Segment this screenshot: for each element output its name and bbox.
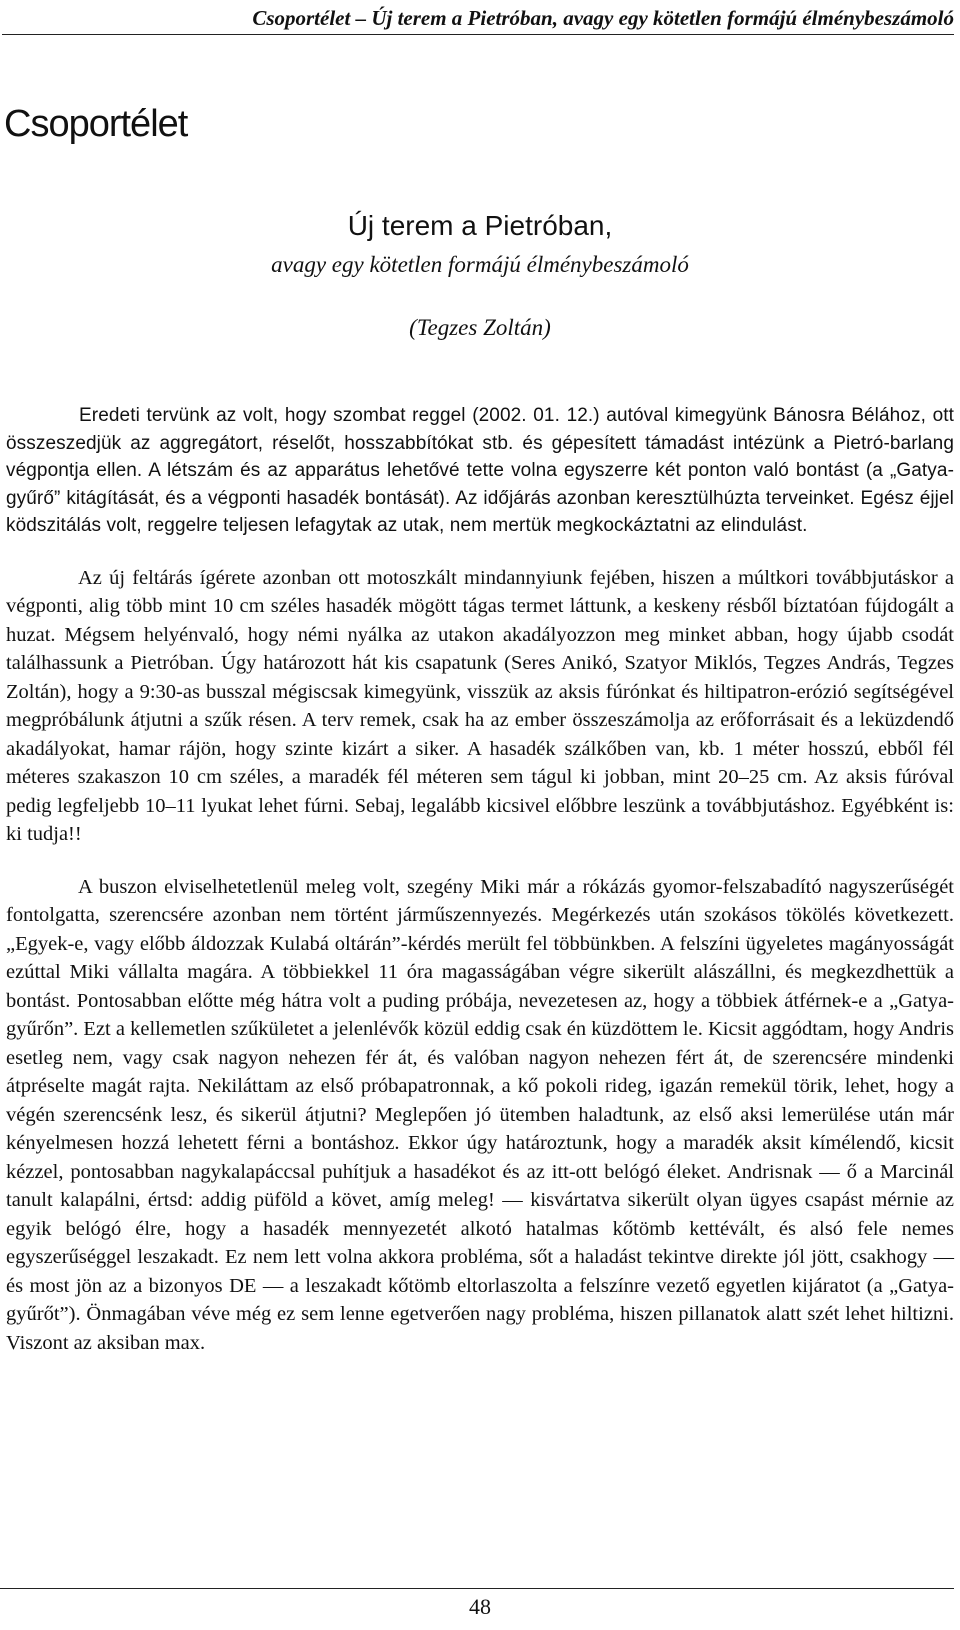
paragraph-2: Az új feltárás ígérete azonban ott motoszkált mindannyiunk fejében, hiszen a múltkori továbbjutáskor a végponti, alig több mint 10 cm széles hasadék mögött tágas termet láttunk, a keskeny résből bíztatóan fújdogált a huzat. Mégsem helyénvaló, hogy némi nyálka az utakon akadályozzon meg minket abban, hogy újabb csodát találhassunk a Pietróban. Úgy határozott hát kis csapatunk (Seres Anikó, Szatyor Miklós, Tegzes András, Tegzes Zoltán), hogy a 9:30-as busszal mégiscsak kimegyünk, visszük az aksis fúrónkat és hiltipatron-erózió segítségével megpróbálunk átjutni a szűk résen. A terv remek, csak ha az ember összeszámolja az erőforrásait és a leküzdendő akadályokat, hamar rájön, hogy szinte kizárt a siker. A hasadék szálkőben van, kb. 1 méter hosszú, ebből fél méteres szakaszon 10 cm széles, a maradék fél méteren sem tágul ki jobban, mint 20–25 cm. Az aksis fúróval pedig legfeljebb 10–11 lyukat lehet fúrni. Sebaj, legalább kicsivel előbbre leszünk a továbbjutáshoz. Egyébként is: ki tudja!! xyxy=(6,566,954,845)
header-divider xyxy=(2,34,954,35)
article-subtitle: avagy egy kötetlen formájú élménybeszámoló xyxy=(271,252,689,277)
footer-divider xyxy=(0,1588,954,1589)
section-title: Csoportélet xyxy=(4,103,188,145)
article-body xyxy=(6,402,954,1357)
article-author: (Tegzes Zoltán) xyxy=(409,315,551,340)
article-title: Új terem a Pietróban, xyxy=(347,210,613,241)
page-number: 48 xyxy=(469,1594,491,1619)
paragraph-1: Eredeti tervünk az volt, hogy szombat reggel (2002. 01. 12.) autóval kimegyünk Bánosra Bélához, ott összeszedjük az aggregátort, réselőt, hosszabbítókat stb. és gépesített támadást intézünk a Pietró-barlang végpontja ellen. A létszám és az apparátus lehetővé tette volna egyszerre két ponton való bontást (a „Gatya-gyűrő” kitágítását, és a végponti hasadék bontását). Az időjárás azonban keresztülhúzta terveinket. Egész éjjel ködszitálás volt, reggelre teljesen lefagytak az utak, nem mertük megkockáztatni az elindulást. xyxy=(6,405,954,536)
running-header: Csoportélet – Új terem a Pietróban, avagy egy kötetlen formájú élménybeszámoló xyxy=(252,6,954,30)
paragraph-3: A buszon elviselhetetlenül meleg volt, szegény Miki már a rókázás gyomor-felszabadító nagyszerűségét fontolgatta, szerencsére azonban nem történt járműszennyezés. Megérkezés után szokásos tökölés következett. „Egyek-e, vagy előbb áldozzak Kulabá oltárán”-kérdés merült fel többünkben. A felszíni ügyeletes magányosságát ezúttal Miki vállalta magára. A többiekkel 11 óra magasságában végre sikerült alászállni, és megkezdhettük a bontást. Pontosabban előtte még hátra volt a puding próbája, nevezetesen az, hogy a többiek átférnek-e a „Gatya-gyűrőn”. Ezt a kellemetlen szűkületet a jelenlévők közül eddig csak én küzdöttem le. Kicsit aggódtam, hogy Andris esetleg nem, vagy csak nagyon nehezen fér át, és valóban nagyon nehezen fért át, de szerencsére mindenki átpréselte magát rajta. Nekiláttam az első próbapatronnak, a kő pokoli rideg, igazán remekül törik, lehet, hogy a végén szerencsénk lesz, és sikerül átjutni? Meglepően jó ütemben haladtunk, az első aksi lemerülése után már kényelmesen hozzá lehetett férni a bontáshoz. Ekkor úgy határoztunk, hogy a maradék aksit kímélendő, kicsit kézzel, pontosabban nagykalapáccsal puhítjuk a hasadékot és az itt-ott belógó éleket. Andrisnak — ő a Marcinál tanult kalapálni, értsd: addig püföld a követ, amíg meleg! — kisvártatva sikerült olyan ügyes csapást mérnie az egyik belógó élre, hogy a hasadék mennyezetét alkotó hatalmas kőtömb kettévált, és alsó fele nemes egyszerűséggel leszakadt. Ez nem lett volna akkora probléma, sőt a haladást tekintve direkte jól jött, csakhogy — és most jön az a bizonyos DE — a leszakadt kőtömb eltorlaszolta a felszínre vezető egyetlen kijáratot (a „Gatya-gyűrőt”). Önmagában véve még ez sem lenne egetverően nagy probléma, hiszen pillanatok alatt szét lehet hiltizni. Viszont az aksiban max. xyxy=(6,875,954,1354)
